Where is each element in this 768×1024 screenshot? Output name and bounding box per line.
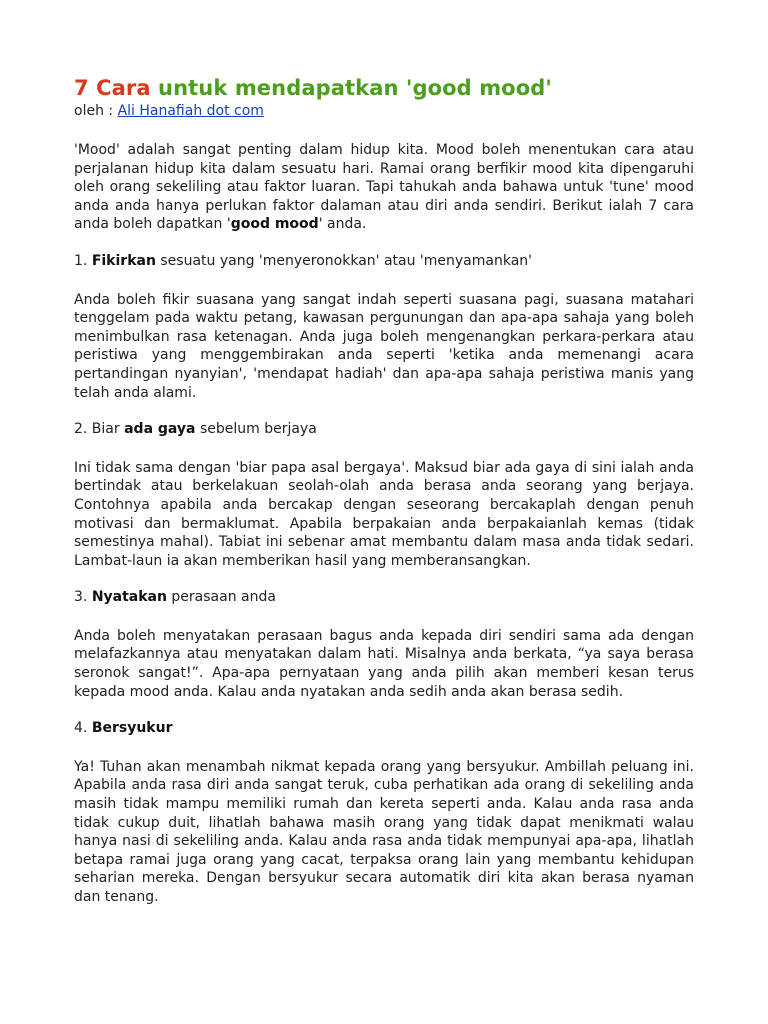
section-heading-text: sesuatu yang 'menyeronokkan' atau 'menyamankan' (155, 252, 533, 269)
intro-bold: good mood (230, 216, 319, 233)
spacer (74, 402, 694, 420)
spacer (74, 738, 694, 758)
section-number: 1. (74, 252, 92, 269)
spacer (74, 701, 694, 719)
section-heading-text: perasaan anda (166, 589, 276, 606)
section-1-heading (74, 252, 694, 271)
intro-text-end: ' anda. (318, 216, 367, 233)
title-text: untuk mendapatkan 'good mood' (150, 76, 552, 100)
section-number: 4. (74, 720, 92, 737)
section-4-heading (74, 719, 694, 738)
byline (74, 102, 694, 121)
page-title (74, 74, 694, 102)
spacer (74, 607, 694, 627)
byline-prefix: oleh : (74, 103, 118, 119)
section-keyword: ada gaya (124, 421, 196, 438)
spacer (74, 234, 694, 252)
title-number: 7 Cara (74, 76, 151, 100)
section-keyword: Bersyukur (91, 720, 173, 737)
section-keyword: Fikirkan (91, 252, 156, 269)
section-heading-text: sebelum berjaya (195, 421, 317, 438)
section-1-body: Anda boleh fikir suasana yang sangat indah seperti suasana pagi, suasana matahari tenggelam pada waktu petang, kawasan pergunungan dan apa-apa sahaja yang boleh menimbulkan rasa ketenagan. Anda juga boleh mengenangkan perkara-perkara atau peristiwa yang menggembirakan anda seperti 'ketika anda memenangi acara pertandingan nyanyian', 'mendapat hadiah' dan apa-apa sahaja peristiwa manis yang telah anda alami. (74, 291, 694, 401)
document-page (74, 74, 694, 907)
intro-text: 'Mood' adalah sangat penting dalam hidup kita. Mood boleh menentukan cara atau perjalanan hidup kita dalam sesuatu hari. Ramai orang berfikir mood kita dipengaruhi oleh orang sekeliling atau faktor luaran. Tapi tahukah anda bahawa untuk 'tune' mood anda anda hanya perlukan faktor dalaman atau diri anda sendiri. Berikut ialah 7 cara anda boleh dapatkan ' (74, 142, 694, 233)
spacer (74, 570, 694, 588)
section-3-heading (74, 588, 694, 607)
author-link[interactable]: Ali Hanafiah dot com (117, 103, 264, 119)
section-keyword: Nyatakan (91, 589, 167, 606)
section-4-body: Ya! Tuhan akan menambah nikmat kepada orang yang bersyukur. Ambillah peluang ini. Apabila anda rasa diri anda sangat teruk, cuba perhatikan ada orang di sekeliling anda masih tidak mampu memiliki rumah dan kereta seperti anda. Kalau anda rasa anda tidak cukup duit, lihatlah bahawa masih orang yang tidak dapat menikmati walau hanya nasi di sekeliling anda. Kalau anda rasa anda tidak mempunyai apa-apa, lihatlah betapa ramai juga orang yang cacat, terpaksa orang lain yang membantu kehidupan seharian mereka. Dengan bersyukur secara automatik diri kita akan berasa nyaman dan tenang. (74, 758, 694, 905)
intro-paragraph (74, 141, 694, 234)
section-number: 3. (74, 589, 92, 606)
section-2-heading (74, 420, 694, 439)
spacer (74, 271, 694, 291)
spacer (74, 439, 694, 459)
section-2-body: Ini tidak sama dengan 'biar papa asal bergaya'. Maksud biar ada gaya di sini ialah anda bertindak atau berkelakuan seolah-olah anda berasa anda seorang yang berjaya. Contohnya apabila anda bercakap dengan seseorang bercakaplah dengan penuh motivasi dan bermaklumat. Apabila berpakaian anda berpakaianlah kemas (tidak semestinya mahal). Tabiat ini sebenar amat membantu dalam masa anda tidak sedari. Lambat-laun ia akan memberikan hasil yang memberansangkan. (74, 459, 694, 569)
section-number: 2. Biar (74, 421, 125, 438)
section-3-body: Anda boleh menyatakan perasaan bagus anda kepada diri sendiri sama ada dengan melafazkannya atau menyatakan dalam hati. Misalnya anda berkata, “ya saya berasa seronok sangat!”. Apa-apa pernyataan yang anda pilih akan memberi kesan terus kepada mood anda. Kalau anda nyatakan anda sedih anda akan berasa sedih. (74, 627, 694, 700)
spacer (74, 121, 694, 141)
